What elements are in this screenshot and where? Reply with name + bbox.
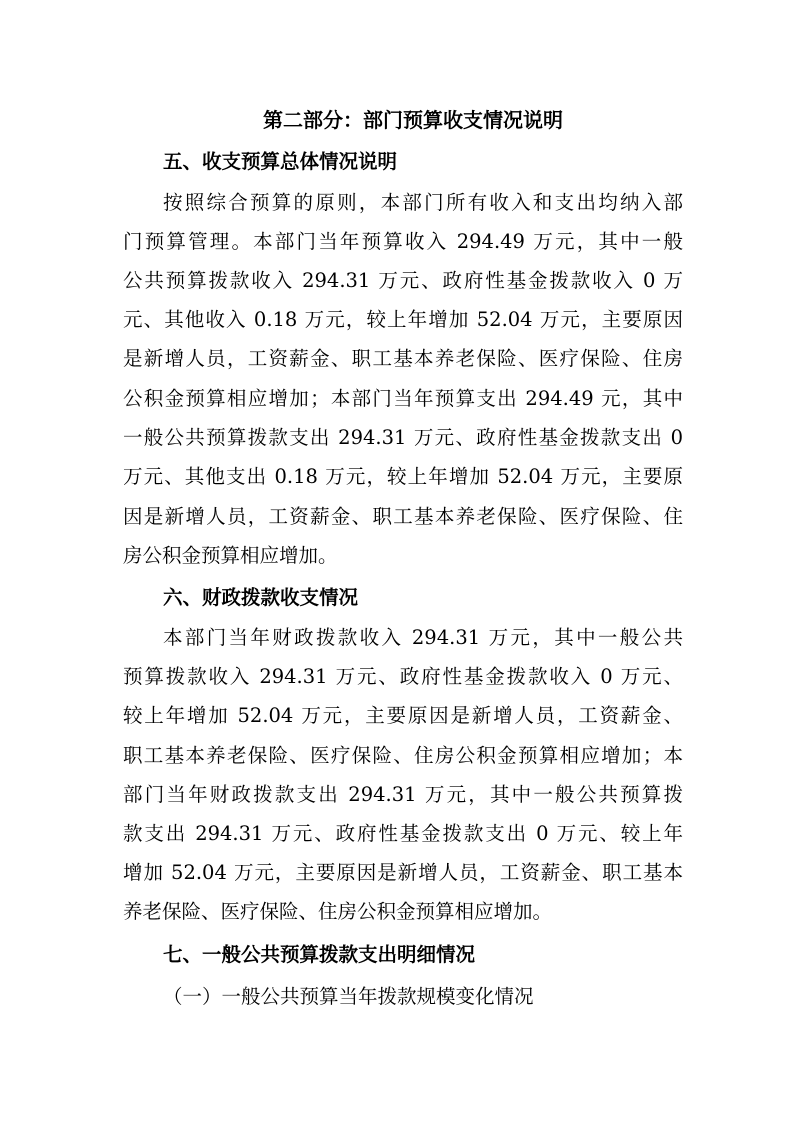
section6-heading: 六、财政拨款收支情况 — [163, 586, 359, 609]
section7-heading: 七、一般公共预算拨款支出明细情况 — [163, 943, 476, 966]
paragraph-line: 万元、其他支出 0.18 万元，较上年增加 52.04 万元，主要原 — [123, 465, 683, 488]
paragraph-line: 公积金预算相应增加；本部门当年预算支出 294.49 元，其中 — [123, 387, 683, 410]
paragraph-line: 因是新增人员，工资薪金、职工基本养老保险、医疗保险、住 — [123, 505, 683, 528]
paragraph-line: 房公积金预算相应增加。 — [123, 544, 338, 567]
paragraph-line: 是新增人员，工资薪金、职工基本养老保险、医疗保险、住房 — [123, 347, 683, 370]
paragraph-line: 公共预算拨款收入 294.31 万元、政府性基金拨款收入 0 万 — [123, 269, 683, 292]
paragraph-line: 增加 52.04 万元，主要原因是新增人员，工资薪金、职工基本 — [123, 861, 683, 884]
paragraph-line: 一般公共预算拨款支出 294.31 万元、政府性基金拨款支出 0 — [123, 426, 683, 449]
paragraph-line: 部门当年财政拨款支出 294.31 万元，其中一般公共预算拨 — [123, 783, 683, 806]
paragraph-line: 门预算管理。本部门当年预算收入 294.49 万元，其中一般 — [123, 230, 683, 253]
paragraph-line: 本部门当年财政拨款收入 294.31 万元，其中一般公共 — [163, 626, 683, 649]
paragraph-line: 按照综合预算的原则，本部门所有收入和支出均纳入部 — [163, 191, 683, 214]
paragraph-line: 职工基本养老保险、医疗保险、住房公积金预算相应增加；本 — [123, 744, 683, 767]
section7-subheading: （一）一般公共预算当年拨款规模变化情况 — [163, 985, 534, 1008]
page-title: 第二部分：部门预算收支情况说明 — [263, 108, 563, 132]
paragraph-line: 款支出 294.31 万元、政府性基金拨款支出 0 万元、较上年 — [123, 822, 683, 845]
section5-heading: 五、收支预算总体情况说明 — [163, 150, 398, 173]
paragraph-line: 预算拨款收入 294.31 万元、政府性基金拨款收入 0 万元、 — [123, 665, 683, 688]
paragraph-line: 较上年增加 52.04 万元，主要原因是新增人员，工资薪金、 — [123, 704, 683, 727]
paragraph-line: 元、其他收入 0.18 万元，较上年增加 52.04 万元，主要原因 — [123, 308, 683, 331]
paragraph-line: 养老保险、医疗保险、住房公积金预算相应增加。 — [123, 900, 553, 923]
